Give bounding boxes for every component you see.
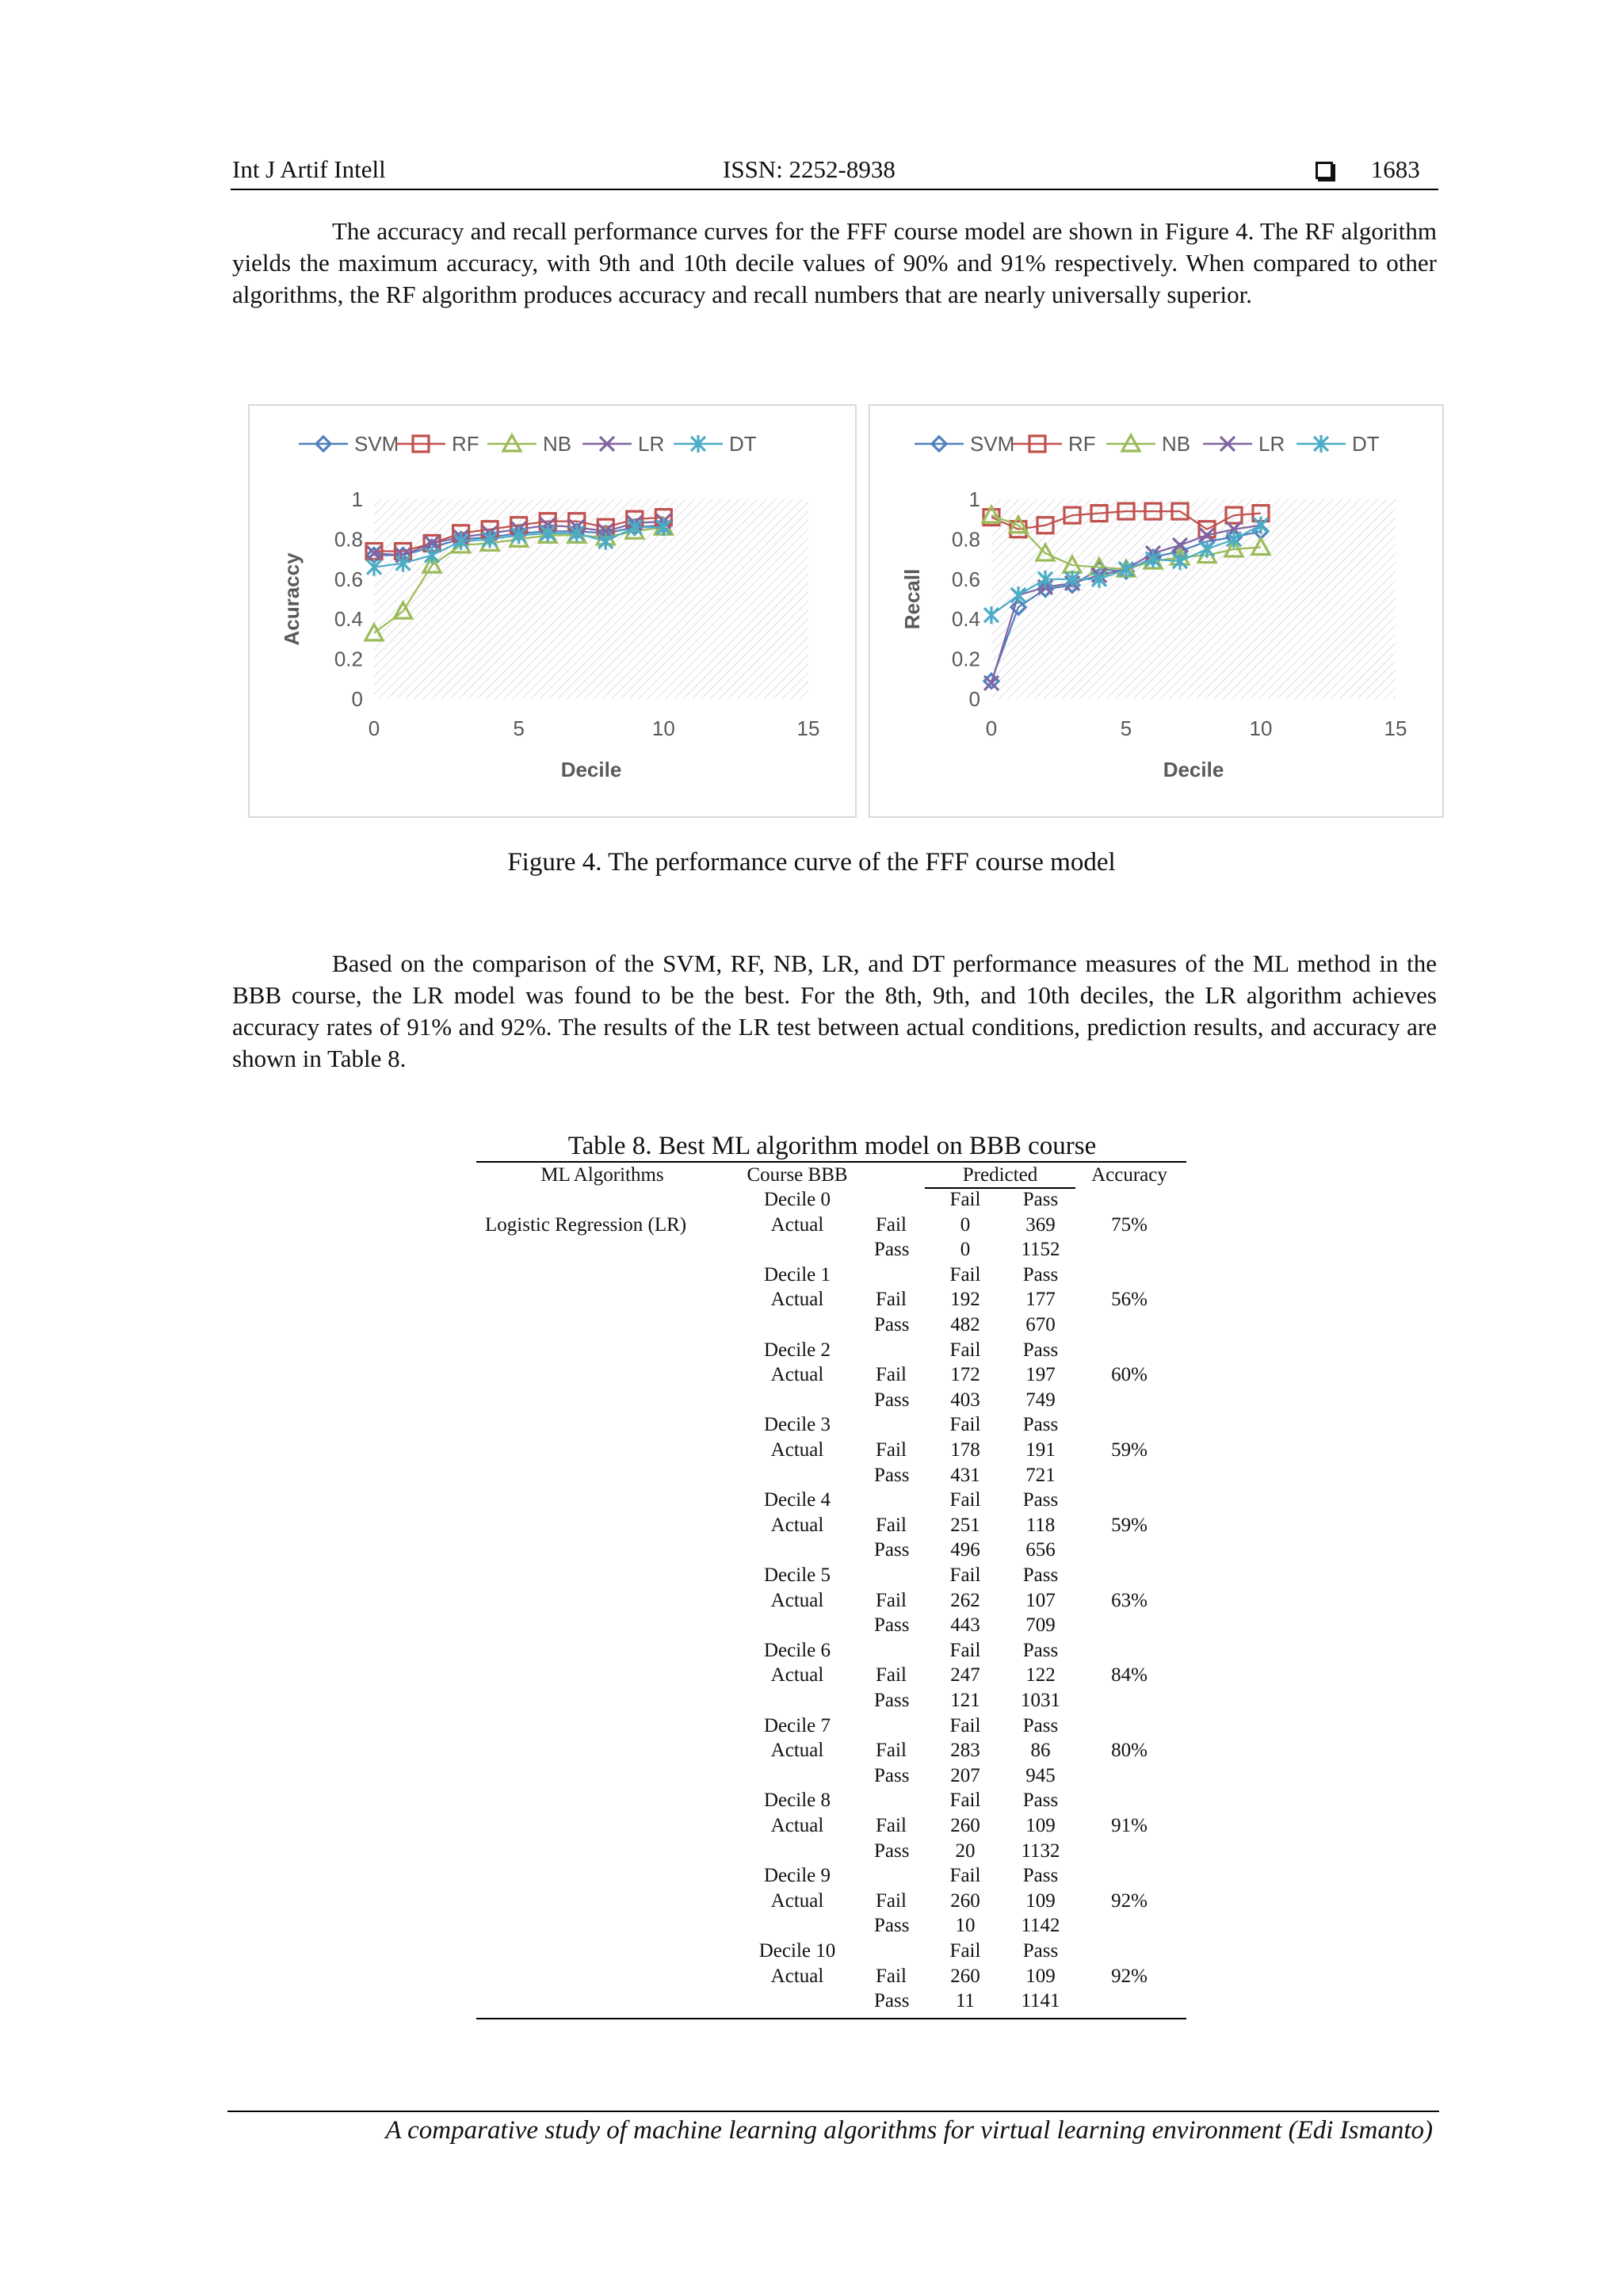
actual-label: Actual	[770, 1439, 824, 1461]
fail-pass-value: 118	[1025, 1514, 1056, 1536]
y-tick-label: 0.4	[951, 607, 980, 632]
fail-pass-value: 86	[1030, 1740, 1051, 1762]
decile-label: Decile 1	[764, 1263, 831, 1286]
actual-label: Actual	[770, 1965, 824, 1987]
predicted-fail-header: Fail	[949, 1790, 981, 1812]
decile-label: Decile 8	[764, 1790, 831, 1812]
actual-pass-label: Pass	[874, 1839, 910, 1862]
pass-pass-value: 1152	[1021, 1239, 1060, 1261]
page-number-box	[1316, 155, 1420, 184]
decile-label: Decile 9	[764, 1865, 831, 1887]
legend-entry-svm	[915, 432, 1014, 456]
predicted-fail-header: Fail	[949, 1940, 981, 1962]
actual-label: Actual	[770, 1289, 824, 1311]
recall-chart	[869, 404, 1444, 818]
predicted-fail-header: Fail	[949, 1489, 981, 1511]
fail-pass-value: 369	[1025, 1213, 1056, 1236]
y-tick-label: 0.4	[334, 607, 363, 632]
y-tick-label: 0	[351, 687, 363, 711]
pass-pass-value: 1031	[1021, 1690, 1060, 1711]
actual-fail-label: Fail	[876, 1965, 907, 1987]
table-title: Table 8. Best ML algorithm model on BBB course	[567, 1132, 1097, 1160]
legend-entry-rf	[396, 432, 479, 456]
figure-caption: Figure 4. The performance curve of the FFF course model	[507, 848, 1116, 877]
x-tick-label: 0	[985, 716, 998, 740]
decile-label: Decile 0	[764, 1189, 831, 1210]
accuracy-value: 84%	[1111, 1664, 1148, 1687]
predicted-fail-header: Fail	[949, 1263, 981, 1286]
accuracy-value: 56%	[1111, 1289, 1148, 1311]
fail-fail-value: 260	[950, 1965, 980, 1987]
predicted-pass-header: Pass	[1022, 1564, 1059, 1586]
actual-label: Actual	[770, 1589, 824, 1611]
actual-label: Actual	[770, 1664, 824, 1687]
header-course: Course BBB	[747, 1164, 848, 1186]
accuracy-value: 75%	[1111, 1213, 1148, 1236]
header-accuracy: Accuracy	[1091, 1164, 1167, 1186]
footer-text: A comparative study of machine learning algorithms for virtual learning environment (Edi Ismanto)	[385, 2116, 1433, 2145]
issn: ISSN: 2252-8938	[723, 155, 896, 183]
x-axis-title: Decile	[1163, 758, 1224, 781]
fail-pass-value: 109	[1025, 1815, 1056, 1836]
chart-svg	[870, 406, 1442, 816]
predicted-fail-header: Fail	[949, 1189, 981, 1210]
pass-fail-value: 121	[950, 1690, 980, 1711]
pass-pass-value: 656	[1025, 1539, 1056, 1561]
fail-fail-value: 260	[950, 1889, 980, 1912]
accuracy-value: 80%	[1111, 1740, 1148, 1762]
predicted-pass-header: Pass	[1022, 1639, 1059, 1661]
legend-label: RF	[1068, 432, 1096, 456]
actual-fail-label: Fail	[876, 1740, 907, 1762]
pass-fail-value: 482	[950, 1314, 980, 1335]
predicted-fail-header: Fail	[949, 1714, 981, 1736]
actual-pass-label: Pass	[874, 1764, 910, 1786]
x-tick-label: 10	[651, 716, 675, 740]
actual-label: Actual	[770, 1514, 824, 1536]
accuracy-value: 59%	[1111, 1514, 1148, 1536]
x-tick-label: 10	[1249, 716, 1273, 740]
predicted-pass-header: Pass	[1022, 1489, 1059, 1511]
actual-pass-label: Pass	[874, 1539, 910, 1561]
y-tick-label: 0.6	[334, 567, 363, 591]
table-top-rule	[476, 1161, 1186, 1163]
legend-label: SVM	[354, 432, 399, 456]
pass-pass-value: 749	[1025, 1389, 1056, 1411]
decile-label: Decile 5	[764, 1564, 831, 1586]
actual-label: Actual	[770, 1815, 824, 1836]
fail-fail-value: 178	[950, 1439, 980, 1461]
actual-pass-label: Pass	[874, 1389, 910, 1411]
fail-fail-value: 247	[950, 1664, 980, 1687]
actual-fail-label: Fail	[876, 1364, 907, 1386]
footer-rule	[227, 2111, 1439, 2112]
fail-fail-value: 283	[950, 1740, 980, 1762]
legend-entry-dt	[1296, 432, 1380, 456]
pass-pass-value: 709	[1025, 1614, 1056, 1637]
fail-pass-value: 191	[1025, 1439, 1056, 1461]
x-tick-label: 5	[1120, 716, 1132, 740]
actual-label: Actual	[770, 1364, 824, 1386]
y-tick-label: 0.8	[951, 527, 980, 552]
y-axis-title: Recall	[900, 568, 924, 630]
actual-fail-label: Fail	[876, 1815, 907, 1836]
x-tick-label: 15	[796, 716, 820, 740]
decile-label: Decile 3	[764, 1414, 831, 1436]
y-tick-label: 1	[968, 487, 980, 511]
predicted-fail-header: Fail	[949, 1414, 981, 1436]
predicted-fail-header: Fail	[949, 1339, 981, 1361]
actual-pass-label: Pass	[874, 1990, 910, 2012]
legend-label: LR	[1258, 432, 1285, 456]
legend-label: LR	[638, 432, 665, 456]
pass-pass-value: 1132	[1021, 1839, 1060, 1862]
accuracy-value: 59%	[1111, 1439, 1148, 1461]
pass-pass-value: 721	[1025, 1464, 1056, 1486]
actual-label: Actual	[770, 1740, 824, 1762]
predicted-pass-header: Pass	[1022, 1189, 1059, 1210]
fail-fail-value: 0	[960, 1213, 971, 1236]
pass-fail-value: 443	[950, 1614, 980, 1637]
pass-pass-value: 1142	[1021, 1915, 1060, 1937]
fail-pass-value: 109	[1025, 1965, 1056, 1987]
accuracy-value: 60%	[1111, 1364, 1148, 1386]
decile-label: Decile 10	[758, 1940, 836, 1962]
legend-label: DT	[1352, 432, 1380, 456]
y-tick-label: 0.6	[951, 567, 980, 591]
journal-name: Int J Artif Intell	[232, 155, 386, 183]
legend-entry-nb	[487, 432, 571, 456]
predicted-pass-header: Pass	[1022, 1414, 1059, 1436]
x-tick-label: 0	[368, 716, 380, 740]
actual-fail-label: Fail	[876, 1289, 907, 1311]
pass-fail-value: 11	[955, 1990, 976, 2012]
actual-pass-label: Pass	[874, 1464, 910, 1486]
page-number: 1683	[1370, 155, 1420, 183]
fail-fail-value: 172	[950, 1364, 980, 1386]
header-rule	[231, 189, 1438, 190]
actual-pass-label: Pass	[874, 1314, 910, 1335]
actual-fail-label: Fail	[876, 1213, 907, 1236]
chart-svg	[250, 406, 855, 816]
decile-label: Decile 4	[764, 1489, 831, 1511]
predicted-fail-header: Fail	[949, 1865, 981, 1887]
accuracy-value: 91%	[1111, 1815, 1148, 1836]
y-axis-title: Acuraccy	[280, 552, 304, 646]
pass-fail-value: 496	[950, 1539, 980, 1561]
pass-fail-value: 431	[950, 1464, 980, 1486]
x-axis-title: Decile	[560, 758, 622, 781]
legend-entry-rf	[1013, 432, 1096, 456]
predicted-pass-header: Pass	[1022, 1714, 1059, 1736]
actual-label: Actual	[770, 1889, 824, 1912]
y-tick-label: 0	[968, 687, 980, 711]
actual-pass-label: Pass	[874, 1915, 910, 1937]
legend-label: DT	[729, 432, 757, 456]
actual-fail-label: Fail	[876, 1664, 907, 1687]
accuracy-value: 92%	[1111, 1965, 1148, 1987]
fail-pass-value: 107	[1025, 1589, 1056, 1611]
paragraph-1	[232, 216, 1437, 311]
x-tick-label: 5	[513, 716, 525, 740]
pass-fail-value: 207	[950, 1764, 980, 1786]
fail-pass-value: 122	[1025, 1664, 1056, 1687]
decile-label: Decile 2	[764, 1339, 831, 1361]
fail-fail-value: 192	[950, 1289, 980, 1311]
pass-fail-value: 20	[955, 1839, 976, 1862]
fail-pass-value: 197	[1025, 1364, 1056, 1386]
legend-label: NB	[543, 432, 572, 456]
actual-fail-label: Fail	[876, 1514, 907, 1536]
predicted-pass-header: Pass	[1022, 1940, 1059, 1962]
predicted-pass-header: Pass	[1022, 1790, 1059, 1812]
actual-fail-label: Fail	[876, 1889, 907, 1912]
legend-entry-lr	[1203, 432, 1285, 456]
y-tick-label: 0.8	[334, 527, 363, 552]
actual-label: Actual	[770, 1213, 824, 1236]
legend-entry-svm	[299, 432, 399, 456]
y-tick-label: 0.2	[334, 647, 363, 671]
y-tick-label: 1	[351, 487, 363, 511]
legend-label: SVM	[970, 432, 1015, 456]
actual-fail-label: Fail	[876, 1439, 907, 1461]
actual-pass-label: Pass	[874, 1239, 910, 1261]
decile-label: Decile 7	[764, 1714, 831, 1736]
fail-fail-value: 251	[950, 1514, 980, 1536]
predicted-pass-header: Pass	[1022, 1865, 1059, 1887]
pass-fail-value: 403	[950, 1389, 980, 1411]
table-bottom-rule	[476, 2018, 1186, 2019]
paragraph-2-text: Based on the comparison of the SVM, RF, NB, LR, and DT performance measures of the ML method in the BBB course, the LR model was found to be the best. For the 8th, 9th, and 10th deciles, the LR algorithm achieves accuracy rates of 91% and 92%. The results of the LR test between actual conditions, prediction results, and accuracy are shown in Table 8.	[232, 949, 1437, 1072]
predicted-pass-header: Pass	[1022, 1339, 1059, 1361]
paragraph-1-text: The accuracy and recall performance curves for the FFF course model are shown in Figure 4. The RF algorithm yields the maximum accuracy, with 9th and 10th decile values of 90% and 91% respectively. When compared to other algorithms, the RF algorithm produces accuracy and recall numbers that are nearly universally superior.	[232, 217, 1437, 308]
actual-pass-label: Pass	[874, 1614, 910, 1637]
pass-fail-value: 10	[955, 1915, 976, 1937]
legend-label: RF	[452, 432, 479, 456]
accuracy-chart	[248, 404, 857, 818]
y-tick-label: 0.2	[951, 647, 980, 671]
fail-pass-value: 109	[1025, 1889, 1056, 1912]
header-ml-algorithms: ML Algorithms	[540, 1164, 664, 1186]
header-predicted: Predicted	[962, 1164, 1038, 1186]
fail-fail-value: 260	[950, 1815, 980, 1836]
predicted-fail-header: Fail	[949, 1564, 981, 1586]
actual-pass-label: Pass	[874, 1690, 910, 1711]
predicted-fail-header: Fail	[949, 1639, 981, 1661]
fail-pass-value: 177	[1025, 1289, 1056, 1311]
square-bullet-icon	[1316, 162, 1333, 179]
decile-label: Decile 6	[764, 1639, 831, 1661]
accuracy-value: 92%	[1111, 1889, 1148, 1912]
fail-fail-value: 262	[950, 1589, 980, 1611]
x-tick-label: 15	[1384, 716, 1407, 740]
pass-fail-value: 0	[960, 1239, 971, 1261]
pass-pass-value: 670	[1025, 1314, 1056, 1335]
paragraph-2	[232, 948, 1437, 1075]
accuracy-value: 63%	[1111, 1589, 1148, 1611]
algorithm-name: Logistic Regression (LR)	[485, 1214, 687, 1236]
legend-label: NB	[1162, 432, 1191, 456]
legend-entry-nb	[1106, 432, 1190, 456]
actual-fail-label: Fail	[876, 1589, 907, 1611]
legend-entry-lr	[582, 432, 664, 456]
pass-pass-value: 945	[1025, 1764, 1056, 1786]
predicted-pass-header: Pass	[1022, 1263, 1059, 1286]
legend-entry-dt	[674, 432, 757, 456]
pass-pass-value: 1141	[1021, 1990, 1060, 2012]
